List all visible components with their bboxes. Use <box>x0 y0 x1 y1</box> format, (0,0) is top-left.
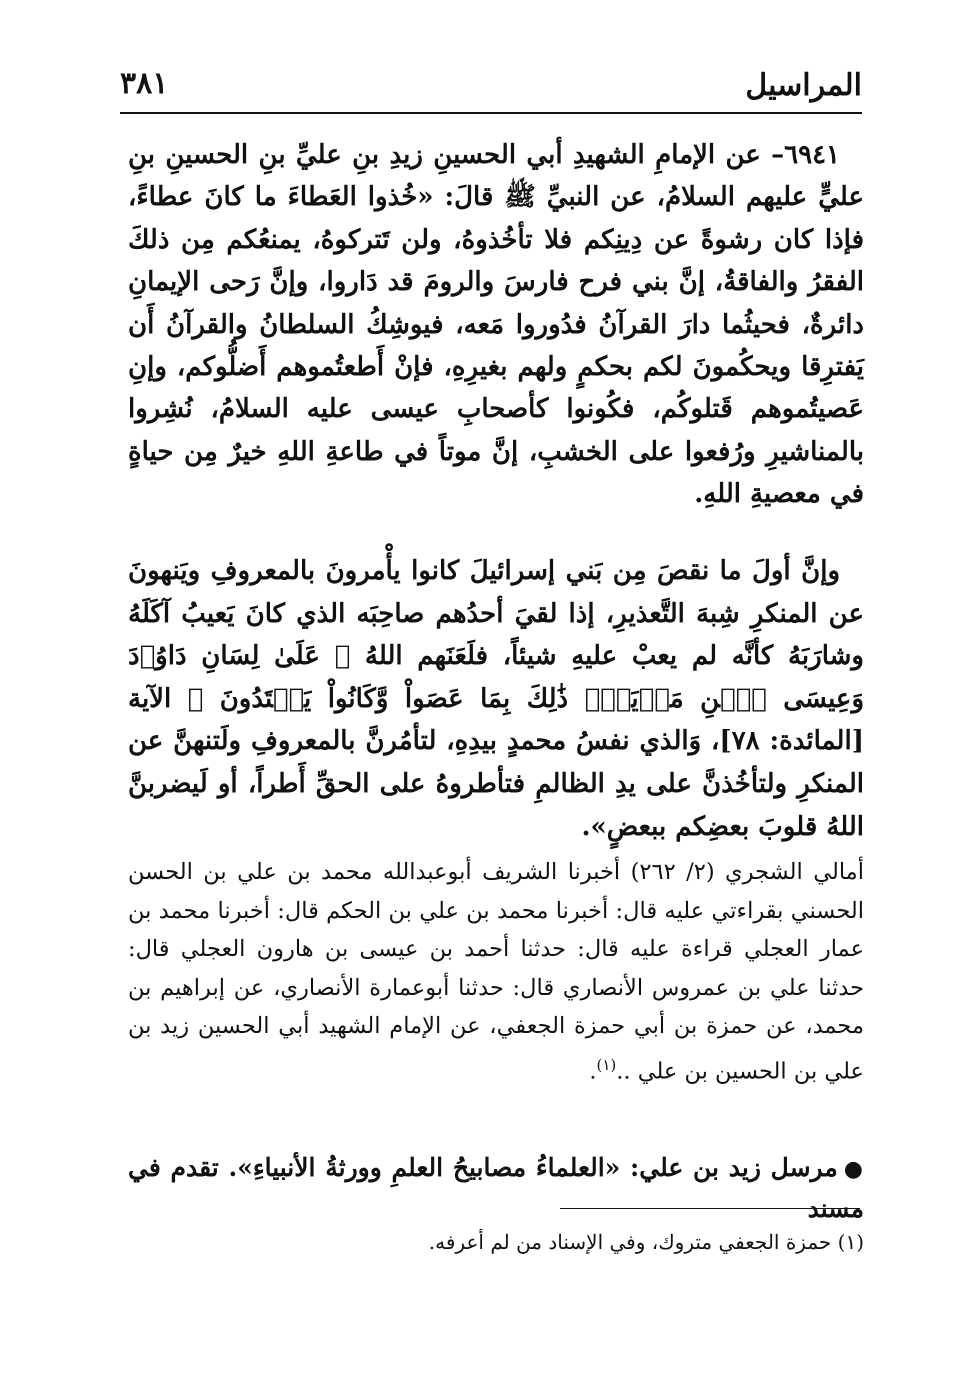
running-title: المراسيل <box>745 68 862 103</box>
header-rule <box>120 112 862 114</box>
footnote-separator <box>560 1208 860 1209</box>
footnote <box>300 1226 864 1258</box>
isnad-text: أمالي الشجري (٢/ ٢٦٢) أخبرنا الشريف أبوعبدالله محمد بن علي بن الحسن الحسني بقراءتي عليه قال: أخبرنا محمد بن علي بن الحكم قال: أخبرنا محمد بن عمار العجلي قراءة عليه قال: حدثنا أحمد بن عيسى بن هارون العجلي قال: حدثنا علي بن عمروس الأنصاري قال: حدثنا أبوعمارة الأنصاري، عن إبراهيم بن محمد، عن حمزة بن أبي حمزة الجعفي، عن الإمام الشهيد أبي الحسين زيد بن علي بن الحسين بن علي .. <box>128 859 864 1085</box>
hadith-text-continued: وإنَّ أولَ ما نقصَ مِن بَني إسرائيلَ كانوا يأْمرونَ بالمعروفِ ويَنهونَ عن المنكرِ شِبهَ التَّعذيرِ، إذا لقيَ أحدُهم صاحِبَه الذي كانَ يَعيبُ آكَلَهُ وشارَبَهُ كأنَّه لم يعبْ عليهِ شيئاً، فلَعَنَهم اللهُ ﴿ عَلَىٰ لِسَانِ دَاوُۥدَ وَعِيسَى ٱبۡنِ مَرۡيَمَۚ ذَٰلِكَ بِمَا عَصَواْ وَّكَانُواْ يَعۡتَدُونَ ﴾ الآية [المائدة: ٧٨]، وَالذي نفسُ محمدٍ بيدِهِ، لتأمُرنَّ بالمعروفِ ولَتنهنَّ عن المنكرِ ولتأخُذنَّ على يدِ الظالمِ فتأطروهُ على الحقِّ أَطراً، أو لَيضربنَّ اللهُ قلوبَ بعضِكم ببعضٍ». <box>128 556 864 842</box>
hadith-text: عن الإمامِ الشهيدِ أبي الحسينِ زيدِ بنِ عليِّ بنِ الحسينِ بنِ عليٍّ عليهم السلامُ، عن النبيِّ ﷺ قالَ: «خُذوا العَطاءَ ما كانَ عطاءً، فإذا كان رشوةً عن دِينِكم فلا تأخُذوهُ، ولن تَتركوهُ، يمنعُكم مِن ذلكَ الفقرُ والفاقةُ، إنَّ بني فرح فارسَ والرومَ قد دَاروا، وإنَّ رَحى الإيمانِ دائرةٌ، فحيثُما دارَ القرآنُ فدُوروا مَعه، فيوشِكُ السلطانُ والقرآنُ أَن يَفترِقا ويحكُمونَ لكم بحكمٍ ولهم بغيرِهِ، فإنْ أَطعتُموهم أَضلُّوكم، وإنِ عَصيتُموهم قَتلوكُم، فكُونوا كأصحابِ عيسى عليه السلامُ، نُشِروا بالمناشيرِ ورُفعوا على الخشبِ، إنَّ موتاً في طاعةِ اللهِ خيرٌ مِن حياةٍ في معصيةِ اللهِ. <box>128 140 864 510</box>
bullet-paragraph <box>128 1148 864 1229</box>
bullet-text: مرسل زيد بن علي: «العلماءُ مصابيحُ العلمِ وورثةُ الأنبياءِ». تقدم في مسند <box>128 1153 864 1223</box>
hadith-number: ٦٩٤١– <box>771 140 840 170</box>
hadith-paragraph <box>128 134 864 516</box>
page-number: ٣٨١ <box>120 66 169 101</box>
isnad-paragraph: أمالي الشجري (٢/ ٢٦٢) أخبرنا الشريف أبوعبدالله محمد بن علي بن الحسن الحسني بقراءتي عليه قال: أخبرنا محمد بن علي بن الحكم قال: أخبرنا محمد بن عمار العجلي قراءة عليه قال: حدثنا أحمد بن عيسى بن هارون العجلي قال: حدثنا علي بن عمروس الأنصاري قال: حدثنا أبوعمارة الأنصاري، عن إبراهيم بن محمد، عن حمزة بن أبي حمزة الجعفي، عن الإمام الشهيد أبي الحسين زيد بن علي بن الحسين بن علي ..$^{(١)}$. <box>128 859 864 1085</box>
footnote-reference[interactable]: (١) <box>596 1055 617 1074</box>
footnote-text: (١) حمزة الجعفي متروك، وفي الإسناد من لم أعرفه. <box>428 1230 864 1254</box>
page-header <box>120 62 862 108</box>
hadith-paragraph-continued <box>128 550 864 848</box>
bullet-icon: ● <box>843 1156 864 1182</box>
